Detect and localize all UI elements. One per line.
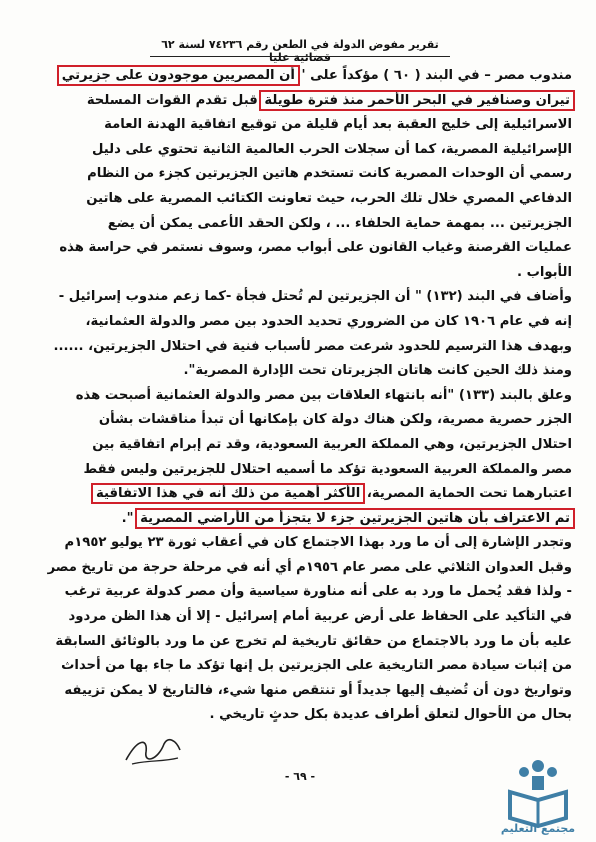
text-line: في التأكيد على الحفاظ على أرض عربية أمام إسرائيل - إلا أن هذا الظن مردود (68, 609, 572, 625)
text-line: احتلال الجزيرتين، وهي المملكة العربية السعودية، وقد تم إبرام اتفاقية بين (92, 436, 572, 452)
page-header: تقرير مفوض الدولة في الطعن رقم ٧٤٢٣٦ لسنة ٦٢ قضائية عليا (161, 38, 439, 64)
header-rule (150, 56, 450, 57)
watermark-text: مجتمع التعليم (500, 822, 576, 835)
text-line: عليه بأن ما ورد بالاجتماع من حقائق تاريخية لم تخرج عن ما ورد بالوثائق السابقة (55, 633, 572, 649)
text-line: مندوب مصر – في البند ( ٦٠ ) مؤكداً على ' أن المصريين موجودون على جزيرتي (61, 68, 572, 83)
signature (118, 730, 188, 770)
highlight-box: الأكثر أهمية من ذلك أنه في هذا الاتفاقية (96, 486, 361, 502)
text-line: مصر والمملكة العربية السعودية تؤكد ما أسميه احتلال للجزيرتين وليس فقط (83, 461, 572, 477)
highlight-box: أن المصريين موجودون على جزيرتي (61, 68, 295, 83)
text-line: رسمي أن الوحدات المصرية كانت تستخدم هاتين الجزيرتين كجزء من النظام (87, 166, 572, 182)
text-line: الدفاعي المصري خلال تلك الحرب، حيث تعاونت الكتائب المصرية على هاتين (86, 190, 572, 206)
text-line: وبهدف هذا الترسيم للحدود شرعت مصر لأسباب فنية في احتلال الجزيرتين، ...... (53, 338, 572, 354)
text-line: الإسرائيلية المصرية، كما أن سجلات الحرب العالمية الثانية تحتوي على دليل (92, 141, 572, 157)
highlight-box: تيران وصنافير في البحر الأحمر منذ فترة طويلة (264, 92, 570, 108)
page-number: - ٦٩ - (284, 770, 316, 783)
text-line: تيران وصنافير في البحر الأحمر منذ فترة طويلة قبل تقدم القوات المسلحة (86, 92, 570, 108)
text-line: وقبل العدوان الثلاثي على مصر عام ١٩٥٦م أي أنه في مرحلة حرجة من تاريخ مصر (47, 559, 572, 575)
text-line: تم الاعتراف بأن هاتين الجزيرتين جزء لا يتجزأ من الأراضي المصرية ". (121, 510, 570, 526)
text-line: - ولذا فقد يُحمل ما ورد به على أنه مناورة سياسية وأن مصر كدولة عربية ترغب (64, 584, 572, 600)
text-line: اعتبارهما تحت الحماية المصرية، الأكثر أهمية من ذلك أنه في هذا الاتفاقية (96, 486, 572, 502)
text-line: الجزر حصرية مصرية، ولكن هناك دولة كان بإمكانها أن تبدأ مناقشات بشأن (98, 412, 572, 428)
text-line: بحال من الأحوال لتعلق أطراف عديدة بكل حدثٍ تاريخي . (209, 707, 572, 723)
text-line: وتجدر الإشارة إلى أن ما ورد بهذا الاجتماع كان في أعقاب ثورة ٢٣ يوليو ١٩٥٢م (64, 535, 572, 551)
text-line: إنه في عام ١٩٠٦ كان من الضروري تحديد الحدود بين مصر والدولة العثمانية، (85, 313, 572, 329)
body-text (32, 64, 572, 728)
text-line: الاسرائيلية إلى خليج العقبة بعد أيام قليلة من توقيع اتفاقية الهدنة العامة (104, 117, 572, 133)
text-line: ومنذ ذلك الحين كانت هاتان الجزيرتان تحت الإدارة المصرية". (183, 363, 572, 379)
text-line: عمليات القرصنة وغياب القانون على أبواب مصر، وسوف نستمر في حراسة هذه (59, 240, 572, 256)
text-line: الأبواب . (516, 264, 572, 280)
text-line: من إثبات سيادة مصر التاريخية على الجزيرتين بل إنها تؤكد ما جاء بها من أحداث (61, 658, 572, 674)
text-line: وأضاف في البند (١٣٢) " أن الجزيرتين لم تُحتل فجأة -كما زعم مندوب إسرائيل - (58, 289, 572, 305)
highlight-box: تم الاعتراف بأن هاتين الجزيرتين جزء لا يتجزأ من الأراضي المصرية (140, 510, 570, 526)
text-line: الجزيرتين ... بمهمة حماية الحلفاء ... ، ولكن الحقد الأعمى يمكن أن يضع (107, 215, 572, 231)
text-line: وعلق بالبند (١٣٣) "أنه بانتهاء العلاقات بين مصر والدولة العثمانية أصبحت هذه (75, 387, 572, 403)
text-line: وتواريخ دون أن تُضيف إليها جديداً أو تنتقص منها شيء، فالتاريخ لا يمكن تزييفه (64, 682, 572, 698)
